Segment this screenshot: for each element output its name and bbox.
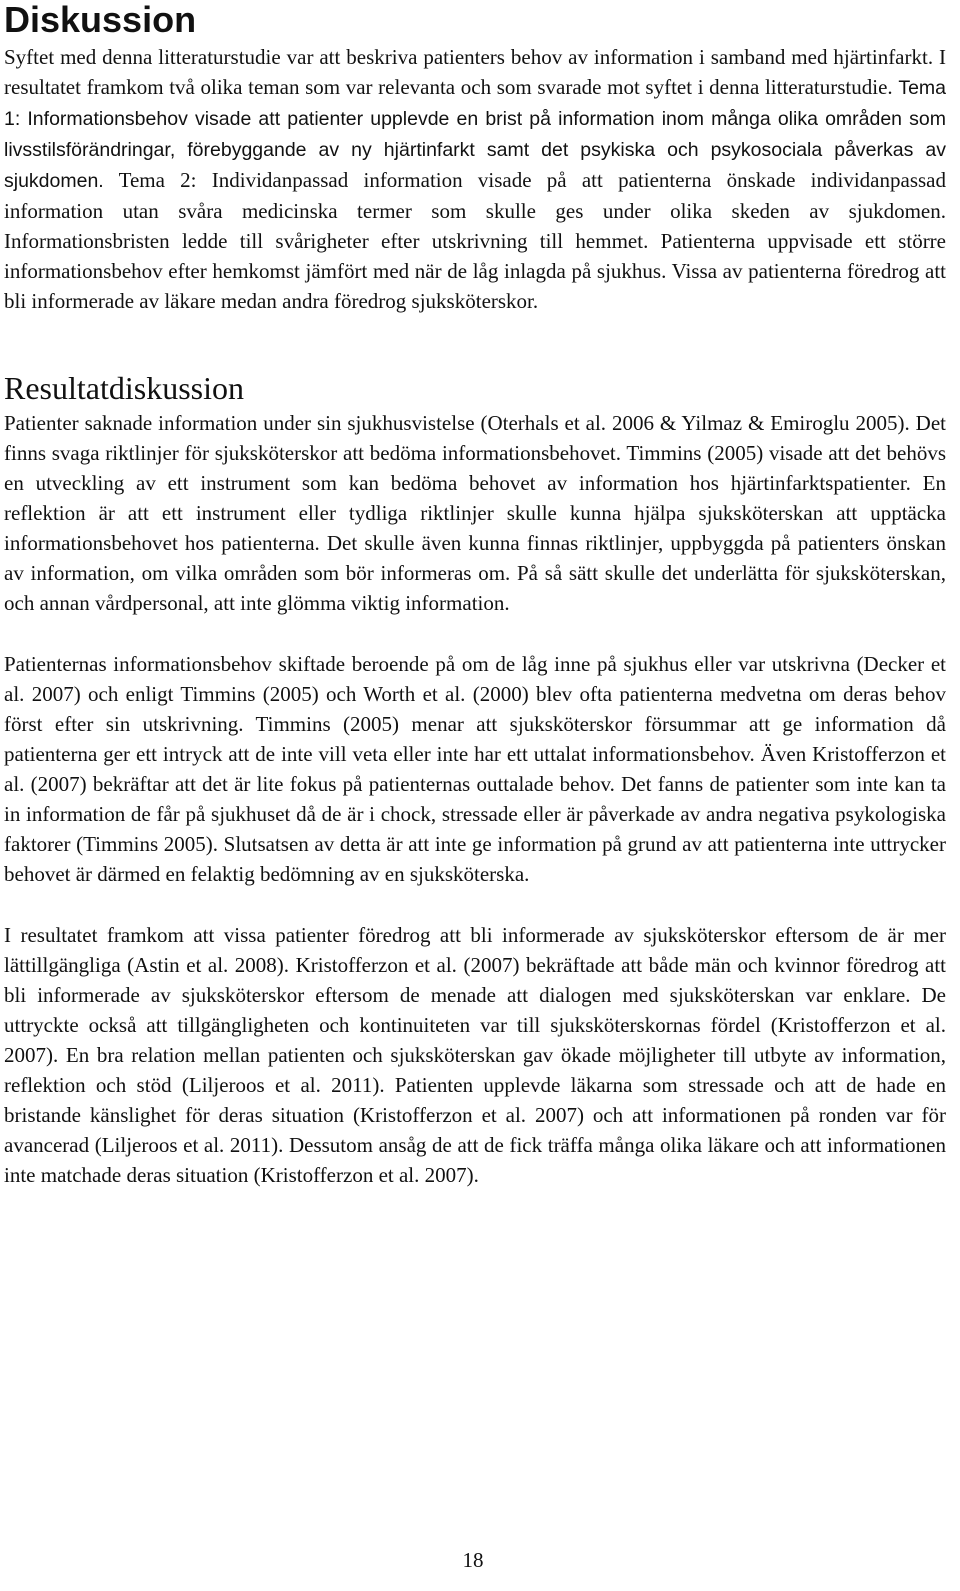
text-run: Patienternas informationsbehov skiftade beroende på om de låg inne på sjukhus eller var utskrivna (Decker et al. 2007) och enligt Timmins (2005) och Worth et al. (2000) blev ofta patienterna medvetna om deras behov först efter sin utskrivning. Timmins (2005) menar att sjuksköterskor försummar att ge information då patienterna ger ett intryck att de inte vill veta eller inte har ett uttalat informationsbehov. Även Kristofferzon et al. (2007) bekräftar att det är lite fokus på patienternas outtalade behov. Det fanns de patienter som inte kan ta in information de får på sjukhuset då de är i chock, stressade eller är påverkade av andra negativa psykologiska faktorer (Timmins 2005). Slutsatsen av detta är att inte ge information på grund av att patienterna inte uttrycker behovet är därmed en felaktig bedömning av en sjuksköterska.: [4, 652, 946, 886]
text-run: Tema 2: Individanpassad information visade på att patienterna önskade individanpassad information utan svåra medicinska termer som skulle ges under olika skeden av sjukdomen. Informationsbristen ledde till svårigheter efter utskrivning till hemmet. Patienterna uppvisade ett större informationsbehov efter hemkomst jämfört med när de låg inlagda på sjukhus. Vissa av patienterna föredrog att bli informerade av läkare medan andra föredrog sjuksköterskor.: [4, 168, 946, 313]
text-run: Tema 1: Informationsbehov visade att patienter upplevde en brist på information inom många olika områden som livsstilsförändringar, förebyggande av ny hjärtinfarkt samt det psykiska och psykosociala påverkas av sjukdomen.: [4, 77, 946, 192]
text-run: I resultatet framkom att vissa patienter föredrog att bli informerade av sjuksköterskor eftersom de är mer lättillgängliga (Astin et al. 2008). Kristofferzon et al. (2007) bekräftade att både män och kvinnor föredrog att bli informerade av sjuksköterskor eftersom de menade att dialogen med sjuksköterskan var enklare. De uttryckte också att tillgängligheten och kontinuiteten var till sjuksköterskornas fördel (Kristofferzon et al. 2007). En bra relation mellan patienten och sjuksköterskan gav ökade möjligheter till utbyte av information, reflektion och stöd (Liljeroos et al. 2011). Patienten upplevde läkarna som stressade och att de hade en bristande känslighet för deras situation (Kristofferzon et al. 2007) och att informationen på ronden var för avancerad (Liljeroos et al. 2011). Dessutom ansåg de att de fick träffa många olika läkare och att informationen inte matchade deras situation (Kristofferzon et al. 2007).: [4, 923, 946, 1187]
paragraph: [4, 920, 946, 1190]
section-heading-diskussion: Diskussion: [4, 0, 197, 40]
text-run: Syftet med denna litteraturstudie var att beskriva patienters behov av information i samband med hjärtinfarkt. I resultatet framkom två olika teman som var relevanta och som svarade mot syftet i denna litteraturstudie.: [4, 45, 946, 99]
section-heading-resultatdiskussion: Resultatdiskussion: [4, 370, 245, 406]
paragraph: [4, 408, 946, 618]
paragraph-diskussion: [4, 42, 946, 316]
text-run: Patienter saknade information under sin sjukhusvistelse (Oterhals et al. 2006 & Yilmaz & Emiroglu 2005). Det finns svaga riktlinjer för sjuksköterskor att bedöma informationsbehovet. Timmins (2005) visade att det behövs en utveckling av ett instrument som kan bedöma behovet av information hos hjärtinfarktspatienter. En reflektion är att ett instrument eller tydliga riktlinjer skulle kunna hjälpa sjuksköterskan att upptäcka informationsbehovet hos patienterna. Det skulle även kunna finnas riktlinjer, uppbyggda på patienters önskan av information, om vilka områden som bör informeras om. På så sätt skulle det underlätta för sjuksköterskan, och annan vårdpersonal, att inte glömma viktig information.: [4, 411, 946, 615]
page-number: 18: [462, 1548, 484, 1572]
document-page: [4, 0, 946, 1190]
paragraph: [4, 649, 946, 889]
